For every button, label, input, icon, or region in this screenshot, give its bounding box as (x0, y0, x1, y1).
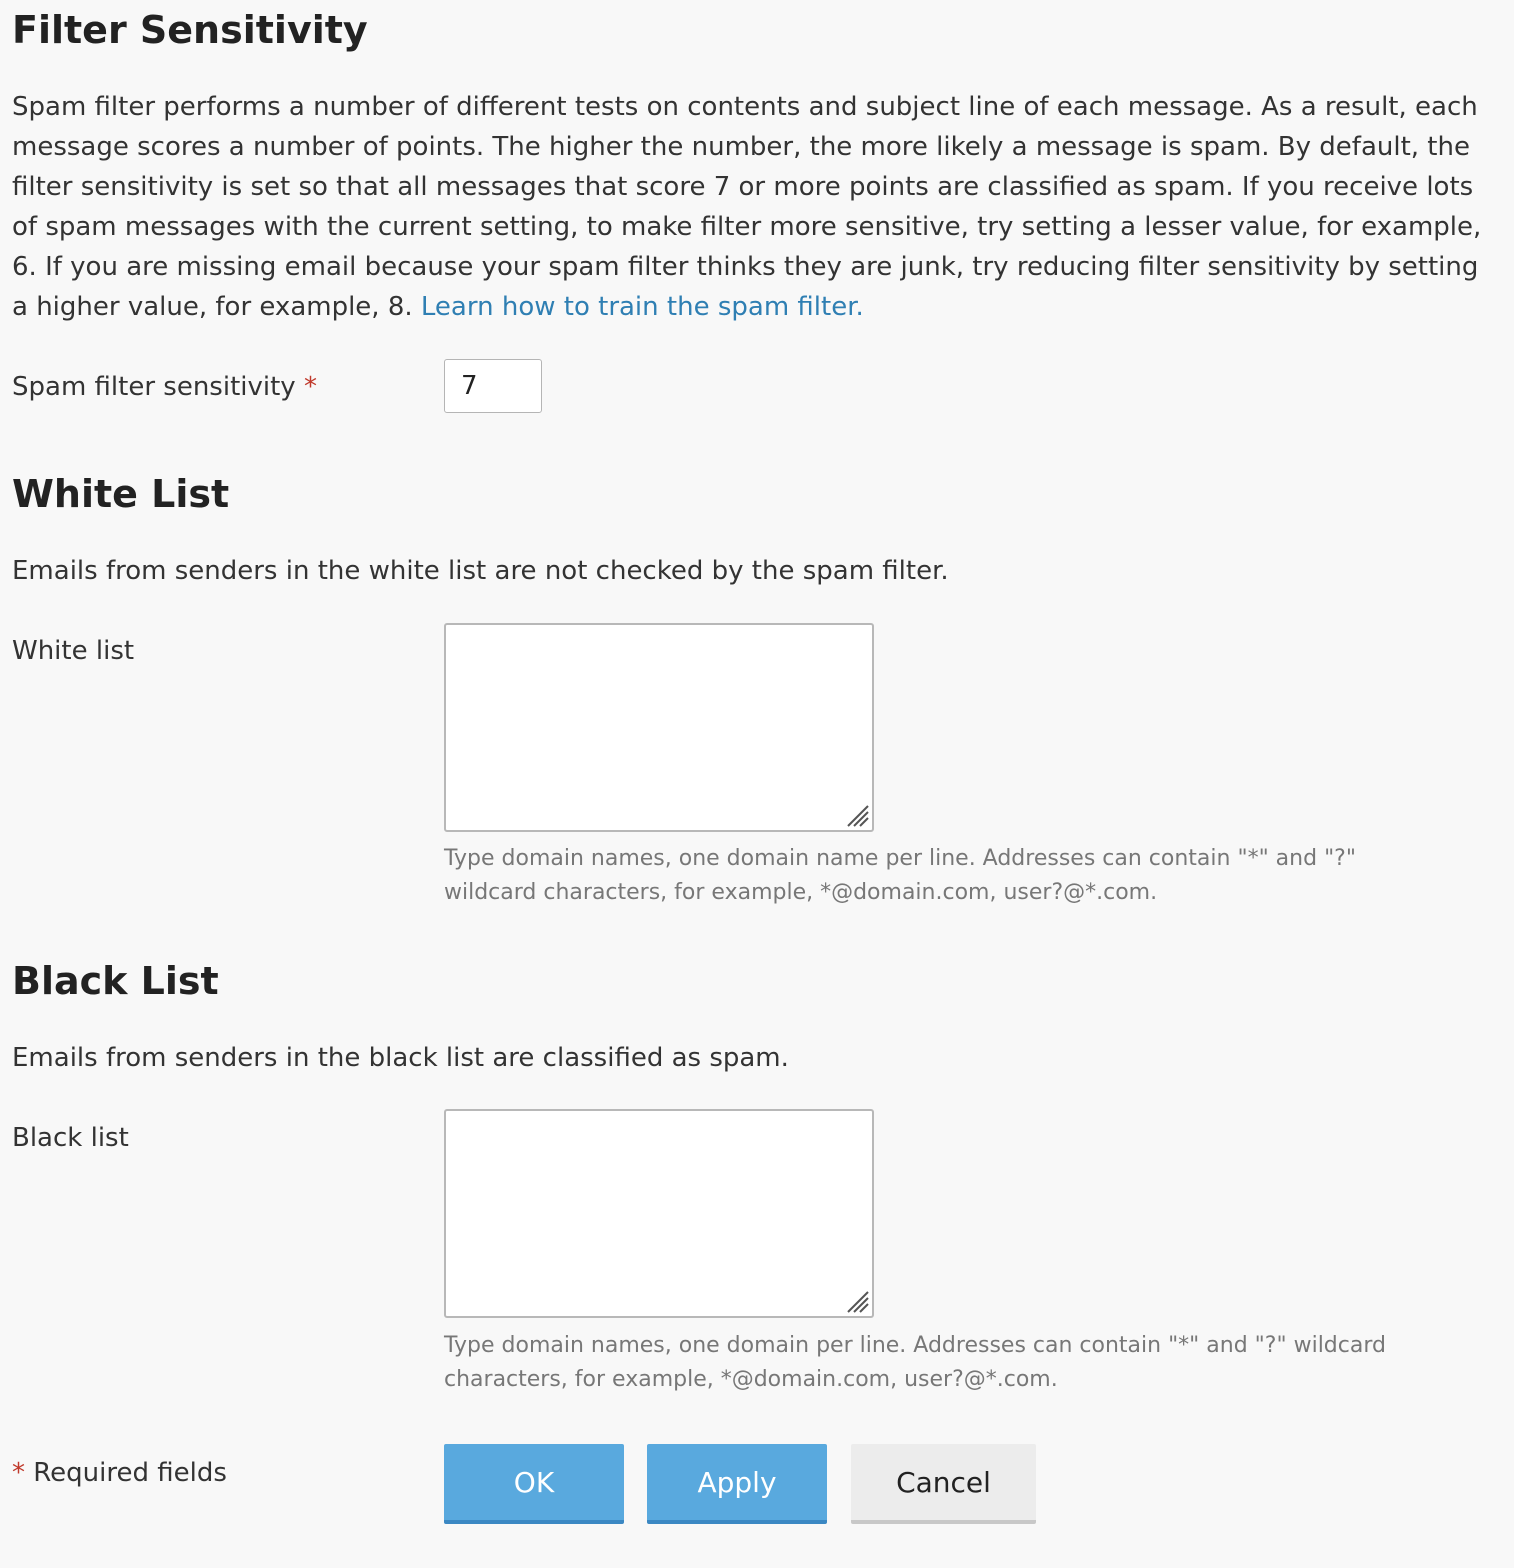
required-star: * (12, 1458, 25, 1488)
filter-sensitivity-description-text: Spam filter performs a number of different tests on contents and subject line of each message. As a result, each message scores a number of points. The higher the number, the more likely a message is spam. By default, the filter sensitivity is set so that all messages that score 7 or more points are classified as spam. If you receive lots of spam messages with the current setting, to make filter more sensitive, try setting a lesser value, for example, 6. If you are missing email because your spam filter thinks they are junk, try reducing filter sensitivity by setting a higher value, for example, 8. (12, 92, 1482, 322)
learn-train-spam-filter-link[interactable]: Learn how to train the spam filter. (420, 292, 864, 322)
spam-sensitivity-input[interactable] (444, 359, 542, 413)
section-title-white-list: White List (12, 472, 230, 516)
section-title-black-list: Black List (12, 959, 219, 1003)
white-list-field (444, 623, 874, 832)
spam-sensitivity-label-text: Spam filter sensitivity (12, 372, 296, 402)
white-list-label: White list (12, 636, 135, 666)
required-fields-note (12, 1453, 227, 1493)
required-star: * (303, 372, 317, 402)
cancel-button[interactable]: Cancel (851, 1444, 1036, 1524)
resize-grip-icon[interactable] (844, 1288, 870, 1314)
spam-sensitivity-label (12, 367, 317, 407)
white-list-textarea[interactable] (446, 625, 872, 830)
resize-grip-icon[interactable] (844, 802, 870, 828)
black-list-description: Emails from senders in the black list are classified as spam. (12, 1043, 789, 1073)
black-list-label: Black list (12, 1123, 129, 1153)
white-list-description: Emails from senders in the white list are not checked by the spam filter. (12, 556, 949, 586)
white-list-hint: Type domain names, one domain name per line. Addresses can contain "*" and "?" wildcard characters, for example, *@domain.com, user?@*.com. (444, 846, 1356, 905)
apply-button[interactable]: Apply (647, 1444, 827, 1524)
black-list-textarea[interactable] (446, 1111, 872, 1316)
ok-button[interactable]: OK (444, 1444, 624, 1524)
filter-sensitivity-description (12, 87, 1500, 327)
black-list-field (444, 1109, 874, 1318)
black-list-hint: Type domain names, one domain per line. Addresses can contain "*" and "?" wildcard characters, for example, *@domain.com, user?@*.com. (444, 1333, 1386, 1392)
section-title-filter-sensitivity: Filter Sensitivity (12, 8, 368, 52)
required-fields-text: Required fields (33, 1458, 227, 1488)
